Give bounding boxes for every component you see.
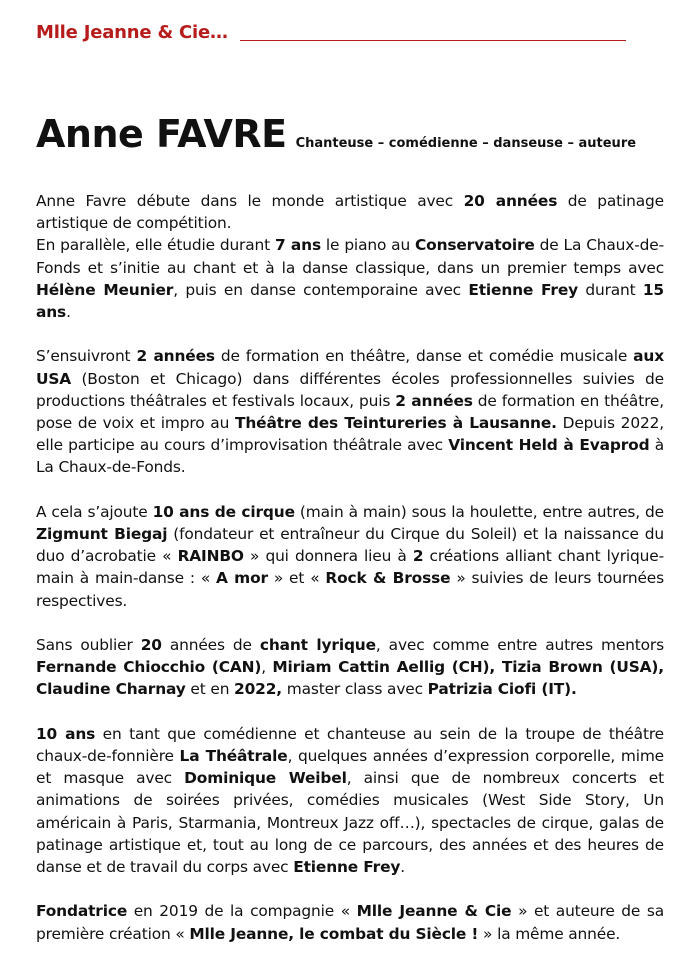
bold-text: Rock & Brosse xyxy=(325,569,451,588)
text-run: de formation en théâtre, danse et comédie musicale xyxy=(214,347,634,366)
text-run: , xyxy=(261,658,273,677)
bio-paragraph xyxy=(36,234,664,323)
text-run: » qui donnera lieu à xyxy=(243,547,413,566)
artist-roles: Chanteuse – comédienne – danseuse – auteure xyxy=(295,136,637,151)
bold-text: Hélène Meunier xyxy=(36,280,174,299)
text-run: à La Chaux-de-Fonds. xyxy=(36,436,664,477)
bio-paragraph xyxy=(36,900,664,944)
text-run: le piano au xyxy=(320,236,415,255)
bio-paragraph xyxy=(36,723,664,878)
artist-name: Anne FAVRE xyxy=(36,112,287,156)
text-run: durant xyxy=(578,280,643,299)
header-underline xyxy=(240,40,626,41)
title-row xyxy=(36,112,636,156)
bio-paragraph xyxy=(36,190,664,234)
bio-paragraph xyxy=(36,634,664,701)
bold-text: 7 ans xyxy=(274,236,321,255)
text-run: (fondateur et entraîneur du Cirque du Soleil) et la naissance du duo d’acrobatie « xyxy=(36,525,664,566)
bold-text: Fernande Chiocchio (CAN) xyxy=(36,658,262,677)
text-run: » et auteure de sa première création « xyxy=(36,902,664,943)
text-run: (Boston et Chicago) dans différentes écoles professionnelles suivies de productions théâtrales et festivals locaux, puis xyxy=(36,369,664,410)
bold-text: Mlle Jeanne & Cie xyxy=(356,902,512,921)
bold-text: Zigmunt Biegaj xyxy=(36,525,168,544)
bold-text: Vincent Held à Evaprod xyxy=(448,436,650,455)
text-run: Anne Favre débute dans le monde artistique avec xyxy=(36,192,464,210)
text-run: années de xyxy=(161,636,260,655)
bold-text: Théâtre des Teintureries à Lausanne. xyxy=(235,414,557,433)
text-run: Sans oublier xyxy=(36,636,141,655)
text-run: , puis en danse contemporaine avec xyxy=(173,280,469,299)
page-header xyxy=(36,14,626,44)
bold-text: 20 années xyxy=(463,192,558,210)
bold-text: 2022, xyxy=(234,680,282,699)
text-run: de formation en théâtre, pose de voix et impro au xyxy=(36,391,664,433)
bold-text: Patrizia Ciofi (IT). xyxy=(427,680,577,699)
company-name: Mlle Jeanne & Cie… xyxy=(36,22,228,43)
bold-text: Etienne Frey xyxy=(293,858,401,877)
text-run: , quelques années d’expression corporelle, mime et masque avec xyxy=(36,747,664,788)
bold-text: Mlle Jeanne, le combat du Siècle ! xyxy=(189,924,479,943)
text-run: (main à main) sous la houlette, entre autres, de xyxy=(294,502,664,521)
text-run: . xyxy=(66,303,71,322)
text-run: de patinage artistique de compétition. xyxy=(36,192,664,233)
text-run: » suivies de leurs tournées respectives. xyxy=(36,569,664,610)
text-run: créations alliant chant lyrique-main à main-danse : « xyxy=(36,547,664,588)
bold-text: RAINBO xyxy=(177,547,244,566)
bold-text: 10 ans de cirque xyxy=(152,502,295,521)
text-run: A cela s’ajoute xyxy=(36,502,153,521)
text-run: , avec comme entre autres mentors xyxy=(375,636,664,655)
bold-text: 20 xyxy=(140,636,162,655)
text-run: » et « xyxy=(267,569,326,588)
bio-paragraph xyxy=(36,345,664,478)
bold-text: 10 ans xyxy=(36,724,96,743)
bold-text: 15 ans xyxy=(36,280,664,322)
bold-text: aux USA xyxy=(36,347,664,388)
bold-text: 2 années xyxy=(136,347,215,366)
text-run: » la même année. xyxy=(478,924,621,943)
bold-text: Miriam Cattin Aellig (CH), Tizia Brown (USA), Claudine Charnay xyxy=(36,658,664,699)
bio-paragraph xyxy=(36,501,664,612)
bold-text: Etienne Frey xyxy=(468,280,579,299)
biography xyxy=(36,190,664,967)
bold-text: 2 années xyxy=(395,391,473,410)
text-run: master class avec xyxy=(281,680,428,699)
text-run: En parallèle, elle étudie durant xyxy=(36,236,275,255)
bold-text: Fondatrice xyxy=(36,902,128,921)
text-run: S’ensuivront xyxy=(36,347,137,366)
text-run: Depuis 2022, elle participe au cours d’improvisation théâtrale avec xyxy=(36,414,664,455)
bold-text: 2 xyxy=(412,547,424,566)
text-run: , ainsi que de nombreux concerts et animations de soirées privées, comédies musicales (West Side Story, Un américain à Paris, Starmania, Montreux Jazz off…), spectacles de cirque, galas de patinage artistique et, tout au long de ce parcours, des années et des heures de danse et de travail du corps avec xyxy=(36,769,664,877)
bold-text: chant lyrique xyxy=(259,636,376,655)
text-run: en tant que comédienne et chanteuse au sein de la troupe de théâtre chaux-de-fonnière xyxy=(36,724,664,766)
text-run: de La Chaux-de-Fonds et s’initie au chant et à la danse classique, dans un premier temps avec xyxy=(36,236,664,277)
bold-text: A mor xyxy=(216,569,268,588)
bold-text: Dominique Weibel xyxy=(184,769,347,788)
text-run: . xyxy=(400,858,406,877)
text-run: et en xyxy=(185,680,235,699)
text-run: en 2019 de la compagnie « xyxy=(127,902,357,921)
bold-text: La Théâtrale xyxy=(179,747,288,766)
bold-text: Conservatoire xyxy=(415,236,535,255)
